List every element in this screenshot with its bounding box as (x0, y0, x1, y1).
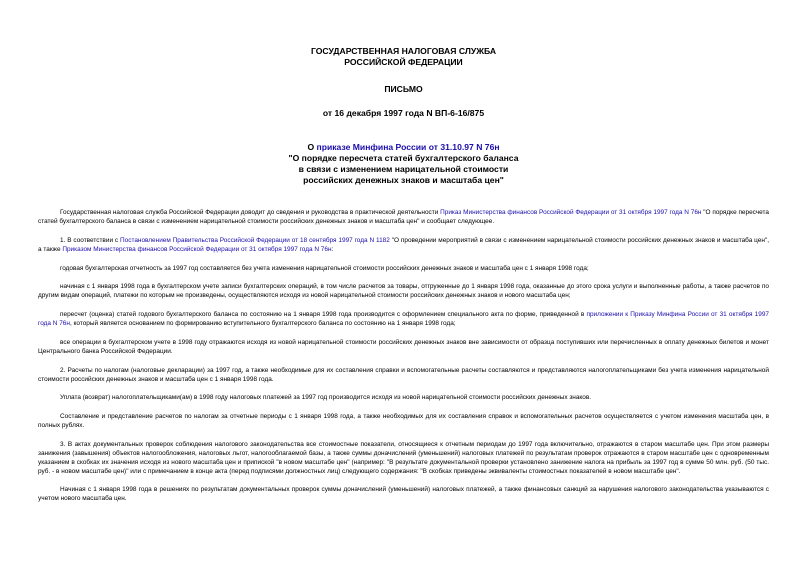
subject-line-3: в связи с изменением нарицательной стоимости (298, 164, 509, 174)
paragraph-accounting-entries: начиная с 1 января 1998 года в бухгалтерском учете записи бухгалтерских операций, в том числе расчетов за товары, отгруженные до 1 января 1998 года, оказанные до этого срока услуги и выполненные работы, а также расчетов по другим видам операций, платежи по которым не произведены, осуществляются исходя из новой нарицательной стоимости российских денежных знаков и нового масштаба цен; (38, 283, 769, 300)
text: 1. В соответствии с (60, 236, 121, 244)
paragraph-tax-payment: Уплата (возврат) налогоплательщиками(ам) в 1998 году налоговых платежей за 1997 год производится исходя из новой нарицательной стоимости российских денежных знаков. (60, 394, 592, 402)
paragraph-tax-calculations: Составление и представление расчетов по налогам за отчетные периоды с 1 января 1998 года, а также необходимых для их составления справок и вспомогательных расчетов осуществляется с учетом изменения масштаба цен, в полных рублях. (38, 412, 769, 430)
subject-order-link[interactable]: приказе Минфина России от 31.10.97 N 76н (316, 142, 500, 152)
document-date-number: от 16 декабря 1997 года N ВП-6-16/875 (322, 108, 485, 118)
subject-line-2: "О порядке пересчета статей бухгалтерского баланса (288, 153, 519, 163)
order-appendix-link[interactable]: приложении к Приказу Минфина России от 31 октября 1997 года N 76н (38, 310, 770, 328)
text: "О проведении мероприятий в связи с изменением нарицательной стоимости российских денежных знаков и масштаба цен", а также (38, 236, 769, 253)
org-line-2: РОССИЙСКОЙ ФЕДЕРАЦИИ (344, 57, 463, 67)
subject-line-4: российских денежных знаков и масштаба цен" (303, 175, 504, 185)
text: , который является основанием по формированию вступительного бухгалтерского баланса по состоянию на 1 января 1998 года; (69, 320, 456, 328)
paragraph-operations-1998: все операции в бухгалтерском учете в 1998 году отражаются исходя из новой нарицательной стоимости российских денежных знаков вне зависимости от образца поступивших или перечисленных в оплату денежных билетов и монет Центрального банка Российской Федерации. (38, 338, 769, 355)
text: "О порядке пересчета статей бухгалтерского баланса в связи с изменением нарицательной стоимости российских денежных знаков и масштаба цен" и сообщает следующее. (38, 209, 769, 226)
document-body (38, 208, 769, 504)
text: пересчет (оценка) статей годового бухгалтерского баланса по состоянию на 1 января 1998 года производится с оформлением специального акта по форме, приведенной в (60, 310, 587, 318)
document-type: ПИСЬМО (384, 84, 423, 94)
org-line-1: ГОСУДАРСТВЕННАЯ НАЛОГОВАЯ СЛУЖБА (310, 46, 497, 56)
issuing-authority (38, 0, 769, 68)
subject-line-1 (38, 142, 769, 153)
paragraph-3-audit-acts: 3. В актах документальных проверок соблюдения налогового законодательства все стоимостные показатели, относящиеся к отчетным периодам до 1997 года включительно, отражаются в старом масштабе цен. При этом размеры занижения (завышения) объектов налогообложения, налоговых льгот, налогооблагаемой базы, а также суммы доначислений (уменьшений) налоговых платежей по результатам проверок отражаются в старом масштабе цен с одновременным указанием в скобках их значения исходя из нового масштаба цен и припиской "в новом масштабе цен" (например: "В результате документальной проверки установлено занижение налога на прибыль за 1997 год в сумме 50 млн. руб. (50 тыс. руб. - в новом масштабе цен)" или с примечанием в конце акта (перед подписями должностных лиц) следующего содержания: "В скобках приведены эквиваленты стоимостных показателей в новом масштабе цен". (38, 440, 769, 476)
document-subject (38, 142, 769, 186)
ministry-order-link[interactable]: Приказом Министерства финансов Российской Федерации от 31 октября 1997 года N 76н (62, 246, 332, 253)
government-resolution-link[interactable]: Постановлением Правительства Российской Федерации от 18 сентября 1997 года N 1182 (120, 236, 390, 244)
text: Государственная налоговая служба Российской Федерации доводит до сведения и руководства в практической деятельности (60, 209, 441, 216)
paragraph-audit-decisions: Начиная с 1 января 1998 года в решениях по результатам документальных проверок суммы доначислений (уменьшений) налоговых платежей, а также финансовых санкций за нарушения налогового законодательства указываются с учетом нового масштаба цен. (38, 486, 769, 503)
paragraph-intro (38, 208, 769, 226)
paragraph-annual-reporting: годовая бухгалтерская отчетность за 1997 год составляется без учета изменения нарицательной стоимости российских денежных знаков и масштаба цен с 1 января 1998 года; (60, 264, 589, 272)
subject-prefix: О (307, 142, 317, 152)
text: : (331, 246, 334, 253)
paragraph-2-tax-returns: 2. Расчеты по налогам (налоговые декларации) за 1997 год, а также необходимые для их составления справки и вспомогательные расчеты составляются и представляются налогоплательщиками без учета изменения нарицательной стоимости российских денежных знаков и масштаба цен с 1 января 1998 года. (38, 366, 769, 383)
order-76n-link[interactable]: Приказ Министерства финансов Российской Федерации от 31 октября 1997 года N 76н (440, 209, 702, 216)
paragraph-balance-recalculation (38, 310, 769, 328)
paragraph-1 (38, 236, 769, 254)
